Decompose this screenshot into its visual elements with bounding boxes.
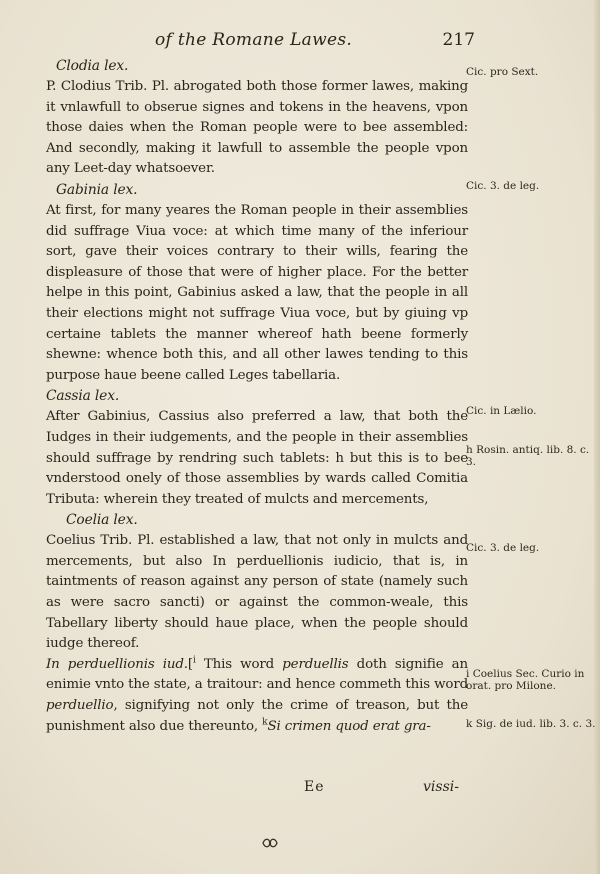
final-lead: In perduellionis iud. <box>46 656 188 672</box>
catchword: vissi- <box>423 779 459 795</box>
term-perduellio: perduellio <box>46 698 114 714</box>
main-text-column <box>46 56 468 737</box>
margin-note: h Rosin. antiq. lib. 8. c. 3. <box>466 444 590 468</box>
section-heading-gabinia: Gabinia lex. <box>56 181 138 198</box>
section-heading-coelia: Coelia lex. <box>66 512 138 529</box>
margin-note: k Sig. de iud. lib. 3. c. 3. <box>466 718 596 730</box>
margin-note: Cic. 3. de leg. <box>466 180 540 192</box>
margin-note: i Coelius Sec. Curio in orat. pro Milone. <box>466 668 585 692</box>
page-footer <box>46 779 468 799</box>
latin-quote: Si crimen quod erat gra- <box>267 718 431 734</box>
final-text-1: This word <box>203 656 283 672</box>
section-body-cassia: After Gabinius, Cassius also preferred a law, that both the Iudges in their iudgements, and the people in their assemblies should suffrage by rendring such tablets: h but this is to bee vnderstood onely of those assemblies by wards called Comitia Tributa: wherein they treated of mulcts and mercements, <box>46 409 468 507</box>
page-edge <box>594 0 600 874</box>
running-header <box>155 30 475 52</box>
final-text-3: , signifying not only the crime of treason, but the punishment also due thereunto, <box>46 698 468 734</box>
note-mark-i: i <box>192 655 196 666</box>
signature-mark: Ee <box>304 779 325 795</box>
final-text-2: doth signifie an enimie vnto the state, a traitour: and hence commeth this word <box>46 656 468 693</box>
page-number: 217 <box>442 30 475 50</box>
note-mark-k: k <box>262 717 268 728</box>
running-title: of the Romane Lawes. <box>155 30 353 50</box>
section-body-coelia: Coelius Trib. Pl. established a law, that not only in mulcts and mercements, but also In perduellionis iudicio, that is, in taintments of reason against any person of state (namely such as were sacro sancti) or against the common-weale, this Tabellary liberty should haue place, when the people should iudge thereof. <box>46 533 468 652</box>
section-heading-cassia: Cassia lex. <box>46 388 120 405</box>
margin-note: Cic. in Lælio. <box>466 405 537 417</box>
term-perduellis: perduellis <box>282 656 349 672</box>
margin-note: Cic. pro Sext. <box>466 66 539 78</box>
fleuron-ornament-icon <box>260 836 280 850</box>
section-body-clodia: P. Clodius Trib. Pl. abrogated both those former lawes, making it vnlawfull to obserue signes and tokens in the heavens, vpon those daies when the Roman people were to bee assembled: And secondly, making it lawfull to assemble the people vpon any Leet-day whatsoever. <box>46 79 468 177</box>
margin-note: Cic. 3. de leg. <box>466 542 540 554</box>
section-body-gabinia: At first, for many yeares the Roman people in their assemblies did suffrage Viua voce: at which time many of the inferiour sort, gave their voices contrary to their wills, fearing the displeasure of those that were of higher place. For the better helpe in this point, Gabinius asked a law, that the people in all their elections might not suffrage Viua voce, but by giuing vp certaine tablets the manner whereof hath beene formerly shewne: whence both this, and all other lawes tending to this purpose haue beene called Leges tabellaria. <box>46 202 468 383</box>
section-heading-clodia: Clodia lex. <box>56 58 129 74</box>
final-paragraph: In perduellionis iud.[$^i$ This word perduellis doth signifie an enimie vnto the state, a traitour: and hence commeth this word perduellio, signifying not only the crime of treason, but the punishment also due thereunto, $^k$Si crimen quod erat gra- <box>46 655 468 734</box>
